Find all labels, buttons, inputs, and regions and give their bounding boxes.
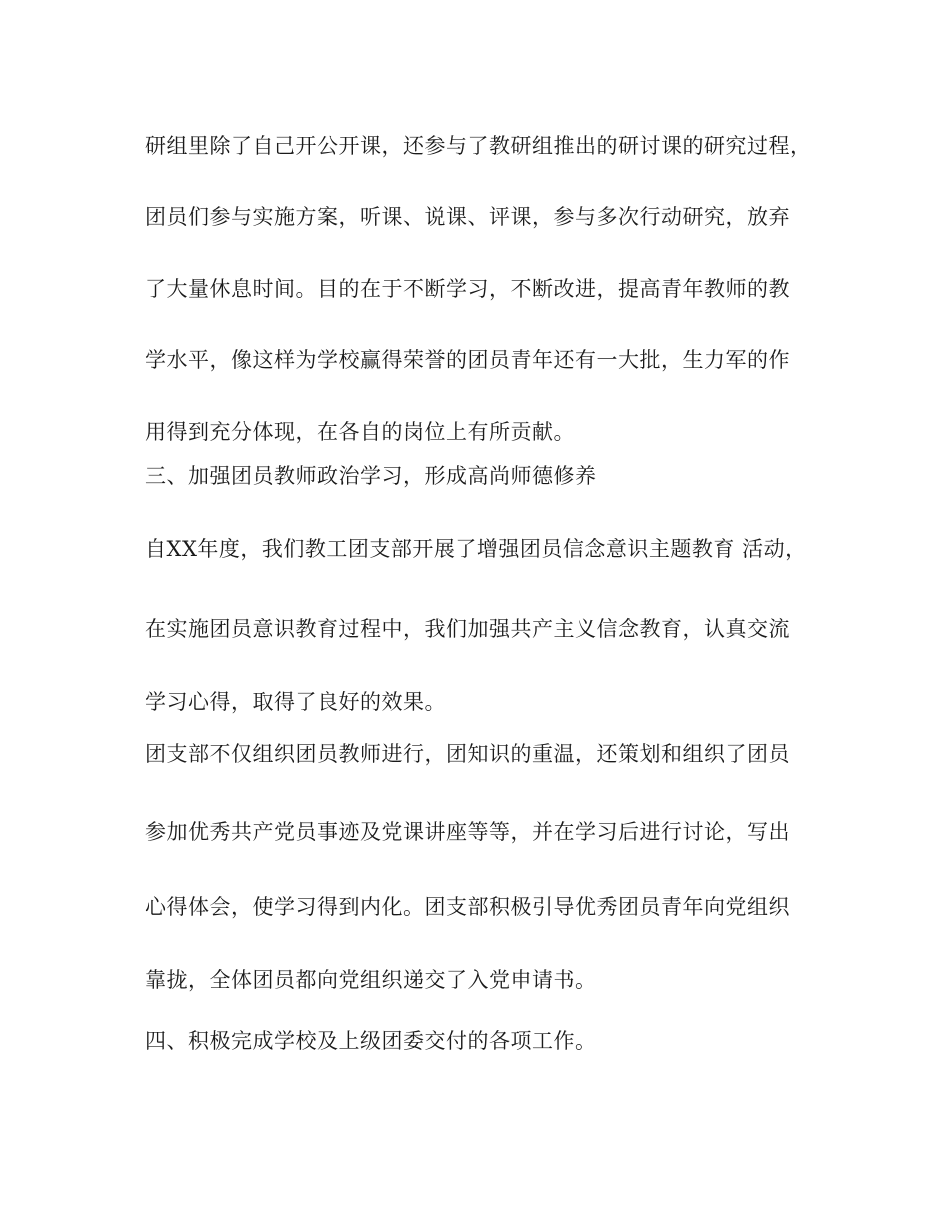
paragraph-line-7: 在实施团员意识教育过程中，我们加强共产主义信念教育，认真交流 (145, 617, 790, 641)
paragraph-line-9: 团支部不仅组织团员教师进行，团知识的重温，还策划和组织了团员 (145, 742, 790, 766)
paragraph-line-1: 研组里除了自己开公开课，还参与了教研组推出的研讨课的研究过程， (145, 134, 812, 158)
section-heading-3: 三、加强团员教师政治学习，形成高尚师德修养 (145, 464, 597, 488)
paragraph-line-2: 团员们参与实施方案，听课、说课、评课，参与多次行动研究，放弃 (145, 205, 790, 229)
paragraph-line-10: 参加优秀共产党员事迹及党课讲座等等，并在学习后进行讨论，写出 (145, 820, 790, 844)
paragraph-line-3: 了大量休息时间。目的在于不断学习，不断改进，提高青年教师的教 (145, 277, 790, 301)
paragraph-line-5: 用得到充分体现，在各自的岗位上有所贡献。 (145, 420, 575, 444)
paragraph-line-6: 自XX年度，我们教工团支部开展了增强团员信念意识主题教育 活动， (145, 537, 807, 561)
paragraph-line-12: 靠拢，全体团员都向党组织递交了入党申请书。 (145, 968, 597, 992)
paragraph-line-4: 学水平，像这样为学校赢得荣誉的团员青年还有一大批，生力军的作 (145, 348, 790, 372)
section-heading-4: 四、积极完成学校及上级团委交付的各项工作。 (145, 1029, 597, 1053)
paragraph-line-11: 心得体会，使学习得到内化。团支部积极引导优秀团员青年向党组织 (145, 895, 790, 919)
paragraph-line-8: 学习心得，取得了良好的效果。 (145, 690, 446, 714)
